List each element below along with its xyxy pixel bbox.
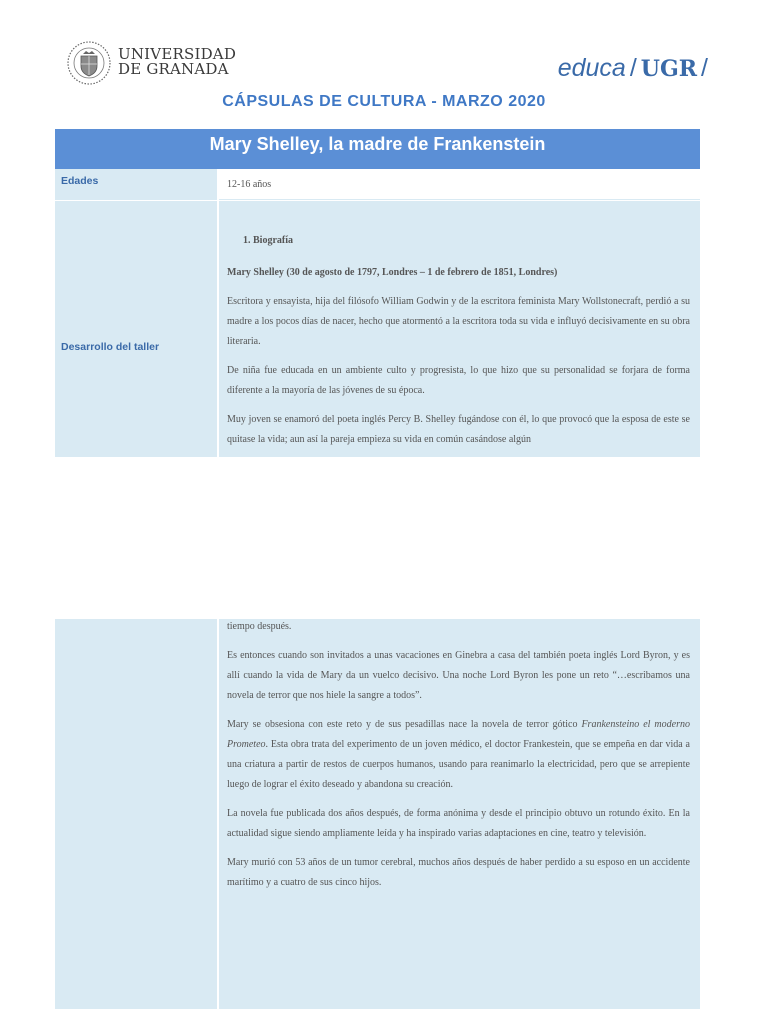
table-row-taller-continued [55, 619, 700, 1009]
page-title: Mary Shelley, la madre de Frankenstein [55, 129, 700, 169]
educa-text: educa [557, 54, 626, 82]
table-row-taller [55, 201, 700, 457]
paragraph: Mary murió con 53 años de un tumor cerebral, muchos años después de haber perdido a su esposo en un accidente marítimo y a cuatro de sus cinco hijos. [227, 857, 690, 888]
page-subtitle: CÁPSULAS DE CULTURA - MARZO 2020 [222, 93, 546, 110]
taller-label: Desarrollo del taller [55, 201, 219, 457]
book-title: Frankensteino el moderno Prometeo [227, 719, 690, 750]
paragraph: La novela fue publicada dos años después, de forma anónima y desde el principio obtuvo un rotundo éxito. En la actualidad sigue siendo ampliamente leída y ha inspirado varias adaptaciones en cine, teatro y televisión. [227, 808, 690, 839]
paragraph: Escritora y ensayista, hija del filósofo William Godwin y de la escritora feminista Mary Wollstonecraft, perdió a su madre a los pocos días de nacer, hecho que atormentó a la escritora toda su vida e influyó decisivamente en su obra literaria. [227, 296, 690, 347]
paragraph: Muy joven se enamoró del poeta inglés Percy B. Shelley fugándose con él, lo que provocó que la esposa de este se quitase la vida; aun así la pareja empieza su vida en común casándose algún [227, 414, 690, 445]
ugr-text: UGR [640, 56, 698, 82]
edades-label: Edades [55, 169, 219, 200]
taller-content-continued [219, 619, 700, 1009]
paragraph: De niña fue educada en un ambiente culto y progresista, lo que hizo que su personalidad se forjara de forma diferente a la mayoría de las jóvenes de su época. [227, 365, 690, 396]
edades-value: 12-16 años [219, 169, 700, 200]
section-heading: 1. Biografía [243, 235, 293, 246]
taller-content [219, 201, 700, 457]
biography-dates: Mary Shelley (30 de agosto de 1797, Londres – 1 de febrero de 1851, Londres) [227, 267, 558, 278]
paragraph: tiempo después. [227, 621, 292, 632]
paragraph: Mary se obsesiona con este reto y de sus pesadillas nace la novela de terror gótico Frankensteino el moderno Prometeo. Esta obra trata del experimento de un joven médico, el doctor Frankestein, que se empeña en dar vida a una criatura a partir de restos de cuerpos humanos, usando para reanimarlo la electricidad, pero que se arrepiente luego de lograr el éxito deseado y abandona su creación. [227, 719, 690, 790]
paragraph: Es entonces cuando son invitados a unas vacaciones en Ginebra a casa del también poeta inglés Lord Byron, y es allí cuando la vida de Mary da un vuelco decisivo. Una noche Lord Byron les pone un reto “…escribamos una novela de terror que nos hiele la sangre a todos”. [227, 650, 690, 701]
empty-label-cell [55, 619, 219, 1009]
university-name [118, 47, 236, 77]
university-line1: UNIVERSIDAD [118, 45, 237, 63]
table-row-edades [55, 169, 700, 200]
university-seal-icon [66, 40, 112, 86]
university-line2: DE GRANADA [118, 60, 229, 78]
educa-ugr-logo: educa / UGR / [557, 54, 708, 82]
